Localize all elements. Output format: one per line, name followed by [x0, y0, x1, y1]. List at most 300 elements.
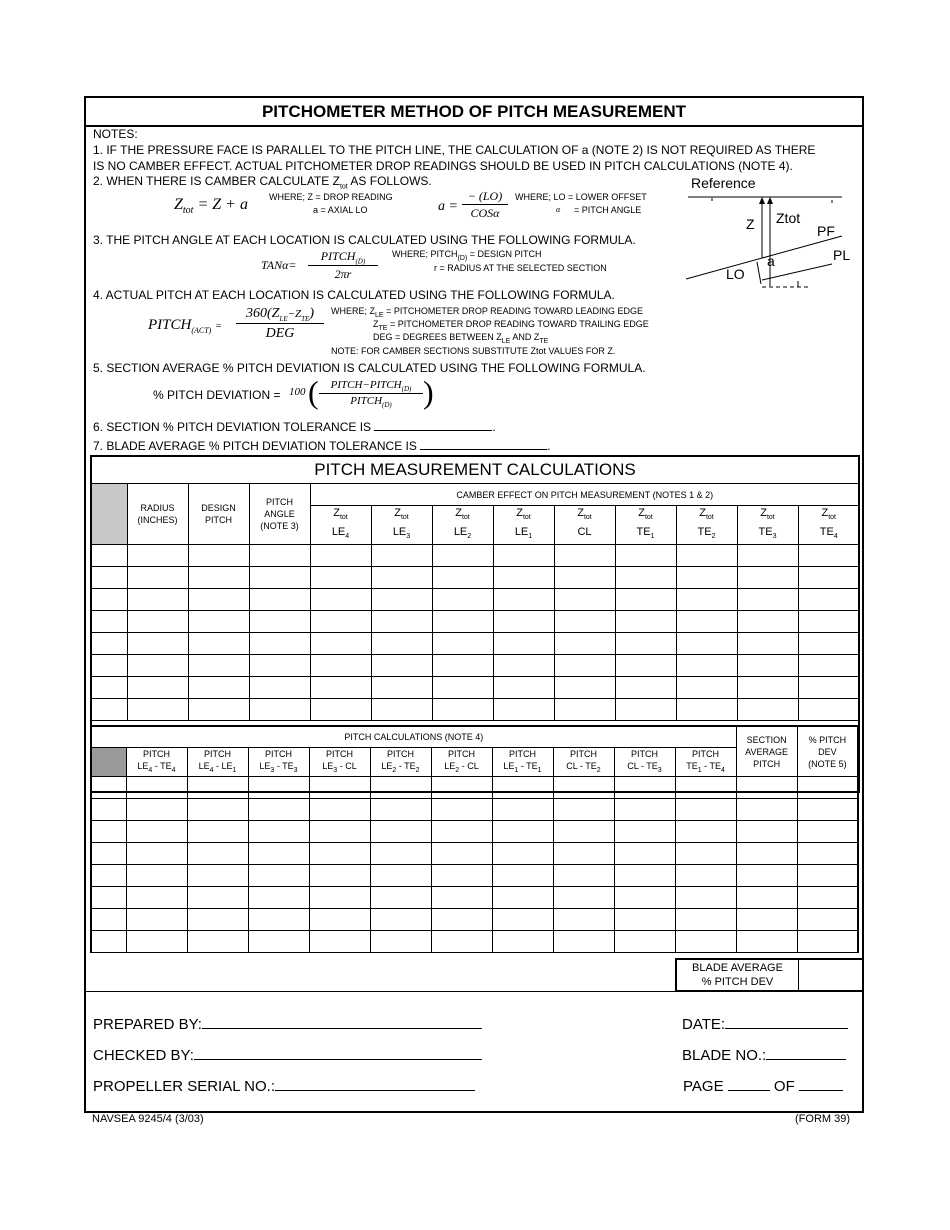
pitch-cell[interactable] — [614, 843, 675, 865]
camber-row — [92, 655, 859, 677]
pitch-cell[interactable] — [370, 865, 431, 887]
camber-cell[interactable] — [92, 633, 127, 655]
pitch-cell[interactable] — [248, 821, 309, 843]
pitch-cell[interactable] — [248, 777, 309, 799]
pitch-cell[interactable] — [187, 821, 248, 843]
camber-cell[interactable] — [554, 655, 615, 677]
camber-cell[interactable] — [188, 677, 249, 699]
camber-cell[interactable] — [127, 699, 188, 721]
pitch-row — [91, 931, 858, 953]
pitch-cell[interactable] — [91, 821, 126, 843]
camber-cell[interactable] — [310, 567, 371, 589]
diagram-pl-label: PL — [833, 247, 851, 263]
pitch-cell[interactable] — [187, 843, 248, 865]
pitch-cell[interactable] — [614, 799, 675, 821]
blade-average-value[interactable] — [799, 960, 861, 990]
blade-average-box — [675, 958, 864, 992]
pitch-cell[interactable] — [736, 777, 797, 799]
page-number-field[interactable] — [728, 1075, 770, 1091]
pitch-cell[interactable] — [675, 865, 736, 887]
col-pitch-calc-4: PITCH $LE_3$ - CL — [309, 747, 370, 777]
blade-tolerance-blank[interactable] — [420, 437, 547, 450]
camber-cell[interactable] — [432, 677, 493, 699]
camber-cell[interactable] — [249, 655, 310, 677]
diagram-pf-label: PF — [817, 223, 835, 239]
camber-cell[interactable] — [432, 589, 493, 611]
tan-where-b: r = RADIUS AT THE SELECTED SECTION — [434, 263, 607, 273]
checked-by-field[interactable] — [194, 1044, 482, 1060]
pitch-cell[interactable] — [91, 909, 126, 931]
camber-cell[interactable] — [188, 567, 249, 589]
pitch-cell[interactable] — [370, 821, 431, 843]
camber-cell[interactable] — [493, 699, 554, 721]
diagram-reference-label: Reference — [691, 175, 756, 191]
camber-cell[interactable] — [127, 677, 188, 699]
date-line: DATE: — [682, 1013, 848, 1033]
pitch-cell[interactable] — [675, 887, 736, 909]
camber-cell[interactable] — [92, 611, 127, 633]
camber-cell[interactable] — [493, 677, 554, 699]
pact-formula-lhs: $PITCH_{(ACT)}$ = — [148, 317, 222, 335]
pitch-cell[interactable] — [553, 777, 614, 799]
camber-cell[interactable] — [371, 677, 432, 699]
camber-row — [92, 677, 859, 699]
pitch-cell[interactable] — [553, 887, 614, 909]
pitch-cell[interactable] — [126, 821, 187, 843]
pitch-cell[interactable] — [91, 799, 126, 821]
camber-cell[interactable] — [92, 545, 127, 567]
camber-cell[interactable] — [371, 633, 432, 655]
camber-cell[interactable] — [798, 655, 859, 677]
col-pct-dev: % PITCH DEV (NOTE 5) — [797, 726, 858, 777]
note-1-line-a: 1. IF THE PRESSURE FACE IS PARALLEL TO THE PITCH LINE, THE CALCULATION OF a (NOTE 2) IS NOT REQUIRED AS THERE — [93, 143, 816, 157]
pitch-cell[interactable] — [553, 909, 614, 931]
pct-dev-label: % PITCH DEVIATION = — [153, 388, 281, 402]
blade-average-label: BLADE AVERAGE % PITCH DEV — [677, 960, 799, 991]
camber-cell[interactable] — [310, 545, 371, 567]
pitch-cell[interactable] — [797, 931, 858, 953]
pitch-cell[interactable] — [431, 843, 492, 865]
camber-cell[interactable] — [249, 611, 310, 633]
note-5: 5. SECTION AVERAGE % PITCH DEVIATION IS CALCULATED USING THE FOLLOWING FORMULA. — [93, 361, 646, 375]
camber-cell[interactable] — [554, 567, 615, 589]
camber-cell[interactable] — [432, 633, 493, 655]
col-pitch-calc-3: PITCH $LE_3 - TE_3$ — [248, 747, 309, 777]
camber-cell[interactable] — [676, 633, 737, 655]
camber-cell[interactable] — [371, 589, 432, 611]
pitch-cell[interactable] — [126, 909, 187, 931]
camber-cell[interactable] — [554, 611, 615, 633]
camber-cell[interactable] — [371, 699, 432, 721]
pitch-cell[interactable] — [553, 865, 614, 887]
camber-cell[interactable] — [554, 589, 615, 611]
camber-cell[interactable] — [310, 677, 371, 699]
pitch-row — [91, 799, 858, 821]
col-ztot-te4: $Z_{tot}$ $TE_4$ — [798, 506, 859, 545]
pitch-cell[interactable] — [187, 865, 248, 887]
col-ztot-le1: $Z_{tot}$ $LE_1$ — [493, 506, 554, 545]
calculations-title: PITCH MEASUREMENT CALCULATIONS — [92, 457, 858, 484]
col-pitch-calc-8: PITCH CL - $TE_2$ — [553, 747, 614, 777]
camber-cell[interactable] — [798, 677, 859, 699]
pitch-cell[interactable] — [797, 821, 858, 843]
camber-cell[interactable] — [676, 545, 737, 567]
pitch-cell[interactable] — [675, 843, 736, 865]
ztot-arrow-head — [767, 197, 773, 204]
ztot-formula: $Z_{tot} = Z + a$ — [174, 196, 248, 217]
camber-cell[interactable] — [676, 589, 737, 611]
camber-cell[interactable] — [310, 589, 371, 611]
pitch-cell[interactable] — [187, 887, 248, 909]
footer-form-number: NAVSEA 9245/4 (3/03) — [92, 1113, 204, 1125]
camber-table — [92, 483, 859, 721]
pitch-cell[interactable] — [553, 799, 614, 821]
camber-cell[interactable] — [615, 677, 676, 699]
camber-cell[interactable] — [188, 655, 249, 677]
pitch-cell[interactable] — [614, 887, 675, 909]
camber-cell[interactable] — [493, 655, 554, 677]
camber-cell[interactable] — [249, 589, 310, 611]
camber-cell[interactable] — [127, 633, 188, 655]
pitch-cell[interactable] — [492, 843, 553, 865]
pitch-cell[interactable] — [553, 843, 614, 865]
pct-dev-factor: 100 — [289, 386, 306, 398]
pitch-cell[interactable] — [736, 799, 797, 821]
camber-row — [92, 545, 859, 567]
pitch-cell[interactable] — [248, 887, 309, 909]
pitch-cell[interactable] — [248, 909, 309, 931]
pitch-cell[interactable] — [553, 821, 614, 843]
pitch-cell[interactable] — [736, 843, 797, 865]
camber-cell[interactable] — [737, 567, 798, 589]
camber-cell[interactable] — [737, 545, 798, 567]
camber-cell[interactable] — [127, 655, 188, 677]
note-3: 3. THE PITCH ANGLE AT EACH LOCATION IS CALCULATED USING THE FOLLOWING FORMULA. — [93, 233, 636, 247]
pitch-cell[interactable] — [126, 843, 187, 865]
camber-cell[interactable] — [554, 545, 615, 567]
pitch-cell[interactable] — [309, 887, 370, 909]
col-pitch-calc-10: PITCH $TE_1 - TE_4$ — [675, 747, 736, 777]
camber-cell[interactable] — [127, 611, 188, 633]
camber-cell[interactable] — [432, 699, 493, 721]
pitch-cell[interactable] — [492, 865, 553, 887]
camber-cell[interactable] — [310, 633, 371, 655]
col-ztot-le3: $Z_{tot}$ $LE_3$ — [371, 506, 432, 545]
camber-cell[interactable] — [432, 567, 493, 589]
camber-cell[interactable] — [310, 655, 371, 677]
camber-cell[interactable] — [615, 611, 676, 633]
camber-cell[interactable] — [615, 633, 676, 655]
pitch-cell[interactable] — [431, 777, 492, 799]
camber-cell[interactable] — [127, 589, 188, 611]
diagram-z-label: Z — [746, 216, 755, 232]
camber-cell[interactable] — [493, 611, 554, 633]
pitch-cell[interactable] — [187, 777, 248, 799]
col-radius: RADIUS (INCHES) — [127, 484, 188, 545]
camber-cell[interactable] — [92, 655, 127, 677]
pitch-cell[interactable] — [248, 843, 309, 865]
camber-cell[interactable] — [188, 589, 249, 611]
col-pitch-calc-2: PITCH $LE_4 - LE_1$ — [187, 747, 248, 777]
camber-cell[interactable] — [615, 567, 676, 589]
camber-cell[interactable] — [615, 589, 676, 611]
pitch-cell[interactable] — [248, 931, 309, 953]
col-ztot-te3: $Z_{tot}$ $TE_3$ — [737, 506, 798, 545]
section-tolerance-blank[interactable] — [374, 418, 492, 431]
pitch-cell[interactable] — [248, 865, 309, 887]
camber-cell[interactable] — [249, 545, 310, 567]
pitch-cell[interactable] — [309, 865, 370, 887]
camber-cell[interactable] — [371, 655, 432, 677]
camber-cell[interactable] — [615, 699, 676, 721]
pitch-row — [91, 843, 858, 865]
pct-dev-denominator: $PITCH_{(D)}$ — [350, 395, 392, 410]
a-formula-numerator: − (LO) — [462, 189, 508, 205]
camber-cell[interactable] — [737, 655, 798, 677]
pact-formula-denominator: DEG — [265, 326, 295, 341]
camber-cell[interactable] — [676, 611, 737, 633]
pitch-cell[interactable] — [309, 777, 370, 799]
footer-form-id: (FORM 39) — [795, 1113, 850, 1125]
pitch-cell[interactable] — [797, 865, 858, 887]
a-formula-lhs: a = — [438, 199, 458, 214]
camber-cell[interactable] — [737, 611, 798, 633]
pitch-cell[interactable] — [126, 887, 187, 909]
camber-cell[interactable] — [615, 545, 676, 567]
pitch-cell[interactable] — [675, 931, 736, 953]
camber-row — [92, 589, 859, 611]
pitch-cell[interactable] — [91, 865, 126, 887]
camber-cell[interactable] — [127, 567, 188, 589]
pitch-cell[interactable] — [370, 843, 431, 865]
pitch-cell[interactable] — [736, 887, 797, 909]
camber-cell[interactable] — [493, 567, 554, 589]
pitch-cell[interactable] — [492, 931, 553, 953]
pitch-cell[interactable] — [797, 799, 858, 821]
camber-cell[interactable] — [798, 611, 859, 633]
col-ztot-te2: $Z_{tot}$ $TE_2$ — [676, 506, 737, 545]
camber-cell[interactable] — [249, 677, 310, 699]
pitch-cell[interactable] — [91, 887, 126, 909]
pitch-cell[interactable] — [614, 865, 675, 887]
pitch-cell[interactable] — [614, 777, 675, 799]
camber-cell[interactable] — [676, 699, 737, 721]
camber-cell[interactable] — [798, 589, 859, 611]
pitch-measurement-form — [84, 96, 864, 1113]
diagram-lo-label: LO — [726, 266, 745, 282]
pitch-cell[interactable] — [675, 799, 736, 821]
pitch-cell[interactable] — [370, 777, 431, 799]
col-pitch-calc-5: PITCH $LE_2 - TE_2$ — [370, 747, 431, 777]
pitch-cell[interactable] — [187, 799, 248, 821]
camber-cell[interactable] — [249, 567, 310, 589]
prepared-by-line: PREPARED BY: — [93, 1013, 482, 1033]
lo-leader — [757, 262, 761, 284]
serial-no-field[interactable] — [275, 1075, 475, 1091]
camber-cell[interactable] — [371, 611, 432, 633]
camber-cell[interactable] — [249, 633, 310, 655]
pitch-cell[interactable] — [431, 799, 492, 821]
serial-no-line: PROPELLER SERIAL NO.: — [93, 1075, 475, 1095]
camber-cell[interactable] — [92, 677, 127, 699]
camber-cell[interactable] — [432, 611, 493, 633]
camber-table-corner — [92, 484, 127, 545]
pitch-cell[interactable] — [126, 865, 187, 887]
camber-cell[interactable] — [798, 699, 859, 721]
diagram-ztot-label: Ztot — [776, 210, 801, 226]
pitch-cell[interactable] — [309, 843, 370, 865]
pitch-cell[interactable] — [492, 909, 553, 931]
pitch-cell[interactable] — [736, 821, 797, 843]
pitch-cell[interactable] — [797, 887, 858, 909]
camber-cell[interactable] — [493, 589, 554, 611]
pitch-cell[interactable] — [797, 909, 858, 931]
camber-cell[interactable] — [493, 633, 554, 655]
pitch-cell[interactable] — [797, 777, 858, 799]
pitch-cell[interactable] — [91, 931, 126, 953]
pitch-row — [91, 865, 858, 887]
pitch-cell[interactable] — [431, 821, 492, 843]
pitch-cell[interactable] — [309, 909, 370, 931]
pitch-cell[interactable] — [309, 931, 370, 953]
pitch-cell[interactable] — [675, 777, 736, 799]
pct-dev-numerator: $PITCH-PITCH_{(D)}$ — [319, 379, 423, 394]
pct-dev-paren-right: ) — [423, 374, 434, 410]
pitch-cell[interactable] — [187, 909, 248, 931]
pact-where-d: NOTE: FOR CAMBER SECTIONS SUBSTITUTE Ztot VALUES FOR Z. — [331, 346, 616, 356]
pitch-cell[interactable] — [431, 909, 492, 931]
camber-cell[interactable] — [92, 589, 127, 611]
pitch-cell[interactable] — [736, 865, 797, 887]
camber-cell[interactable] — [676, 655, 737, 677]
camber-cell[interactable] — [676, 677, 737, 699]
camber-row — [92, 611, 859, 633]
pitch-cell[interactable] — [248, 799, 309, 821]
pf-line — [686, 236, 842, 279]
camber-cell[interactable] — [188, 611, 249, 633]
pitch-cell[interactable] — [370, 909, 431, 931]
pitch-cell[interactable] — [492, 887, 553, 909]
prepared-by-field[interactable] — [202, 1013, 482, 1029]
camber-cell[interactable] — [798, 633, 859, 655]
col-pitch-calc-6: PITCH $LE_2$ - CL — [431, 747, 492, 777]
pitch-calc-grid — [90, 725, 859, 953]
a-where-b: = PITCH ANGLE — [574, 205, 642, 215]
camber-cell[interactable] — [676, 567, 737, 589]
pitch-cell[interactable] — [309, 799, 370, 821]
tan-formula-numerator: $PITCH_{(D)}$ — [308, 249, 378, 266]
page-total-field[interactable] — [799, 1075, 843, 1091]
col-pitch-calc-1: PITCH $LE_4 - TE_4$ — [126, 747, 187, 777]
pitch-cell[interactable] — [736, 931, 797, 953]
camber-cell[interactable] — [554, 633, 615, 655]
camber-cell[interactable] — [737, 677, 798, 699]
camber-cell[interactable] — [737, 699, 798, 721]
form-title: PITCHOMETER METHOD OF PITCH MEASUREMENT — [86, 98, 862, 127]
pitch-table-corner — [91, 747, 126, 777]
camber-cell[interactable] — [798, 567, 859, 589]
camber-cell[interactable] — [554, 677, 615, 699]
camber-cell[interactable] — [615, 655, 676, 677]
date-field[interactable] — [725, 1013, 848, 1029]
pct-dev-paren-left: ( — [308, 374, 319, 410]
camber-cell[interactable] — [310, 699, 371, 721]
col-pitch-angle: PITCH ANGLE (NOTE 3) — [249, 484, 310, 545]
camber-cell[interactable] — [249, 699, 310, 721]
camber-cell[interactable] — [737, 633, 798, 655]
tan-formula-lhs: TANα= — [261, 258, 297, 272]
pitch-cell[interactable] — [675, 821, 736, 843]
pitch-cell[interactable] — [91, 843, 126, 865]
tan-where-a: WHERE; $PITCH_{(D)}$ = DESIGN PITCH — [392, 249, 542, 262]
camber-cell[interactable] — [737, 589, 798, 611]
pitch-cell[interactable] — [309, 821, 370, 843]
pitch-cell[interactable] — [370, 931, 431, 953]
pact-where-a: WHERE; $Z_{LE}$ = PITCHOMETER DROP READING TOWARD LEADING EDGE — [331, 306, 644, 319]
camber-header: CAMBER EFFECT ON PITCH MEASUREMENT (NOTES 1 & 2) — [310, 484, 859, 506]
camber-cell[interactable] — [493, 545, 554, 567]
camber-cell[interactable] — [188, 545, 249, 567]
pitch-cell[interactable] — [614, 931, 675, 953]
pitch-cell[interactable] — [431, 865, 492, 887]
pitch-cell[interactable] — [126, 799, 187, 821]
pitch-cell[interactable] — [431, 887, 492, 909]
col-ztot-le4: $Z_{tot}$ $LE_4$ — [310, 506, 371, 545]
camber-cell[interactable] — [432, 545, 493, 567]
pitch-cell[interactable] — [614, 821, 675, 843]
pitch-cell[interactable] — [553, 931, 614, 953]
camber-cell[interactable] — [310, 611, 371, 633]
camber-cell[interactable] — [798, 545, 859, 567]
pitch-cell[interactable] — [126, 931, 187, 953]
z-arrow-head — [759, 197, 765, 204]
pitch-cell[interactable] — [614, 909, 675, 931]
pitch-cell[interactable] — [91, 777, 126, 799]
camber-row — [92, 633, 859, 655]
camber-cell[interactable] — [432, 655, 493, 677]
pitch-cell[interactable] — [492, 777, 553, 799]
note-7: 7. BLADE AVERAGE % PITCH DEVIATION TOLERANCE IS . — [93, 439, 551, 453]
signature-divider — [86, 991, 862, 992]
a-formula-denominator: COSα — [470, 206, 500, 220]
note-6: 6. SECTION % PITCH DEVIATION TOLERANCE IS . — [93, 420, 496, 434]
camber-cell[interactable] — [371, 545, 432, 567]
checked-by-line: CHECKED BY: — [93, 1044, 482, 1064]
pitch-cell[interactable] — [492, 799, 553, 821]
pitch-cell[interactable] — [370, 799, 431, 821]
camber-cell[interactable] — [92, 567, 127, 589]
page-line: PAGE OF — [683, 1075, 843, 1095]
note-4: 4. ACTUAL PITCH AT EACH LOCATION IS CALCULATED USING THE FOLLOWING FORMULA. — [93, 288, 615, 302]
camber-cell[interactable] — [92, 699, 127, 721]
pitch-cell[interactable] — [797, 843, 858, 865]
notes-label: NOTES: — [93, 127, 138, 141]
camber-cell[interactable] — [188, 633, 249, 655]
pitch-cell[interactable] — [370, 887, 431, 909]
pitch-cell[interactable] — [431, 931, 492, 953]
col-ztot-te1: $Z_{tot}$ $TE_1$ — [615, 506, 676, 545]
pitch-cell[interactable] — [736, 909, 797, 931]
pitch-cell[interactable] — [187, 931, 248, 953]
camber-cell[interactable] — [371, 567, 432, 589]
pitch-cell[interactable] — [675, 909, 736, 931]
pitch-cell[interactable] — [492, 821, 553, 843]
camber-cell[interactable] — [554, 699, 615, 721]
blade-no-field[interactable] — [766, 1044, 846, 1060]
pitch-cell[interactable] — [126, 777, 187, 799]
camber-cell[interactable] — [188, 699, 249, 721]
camber-cell[interactable] — [127, 545, 188, 567]
